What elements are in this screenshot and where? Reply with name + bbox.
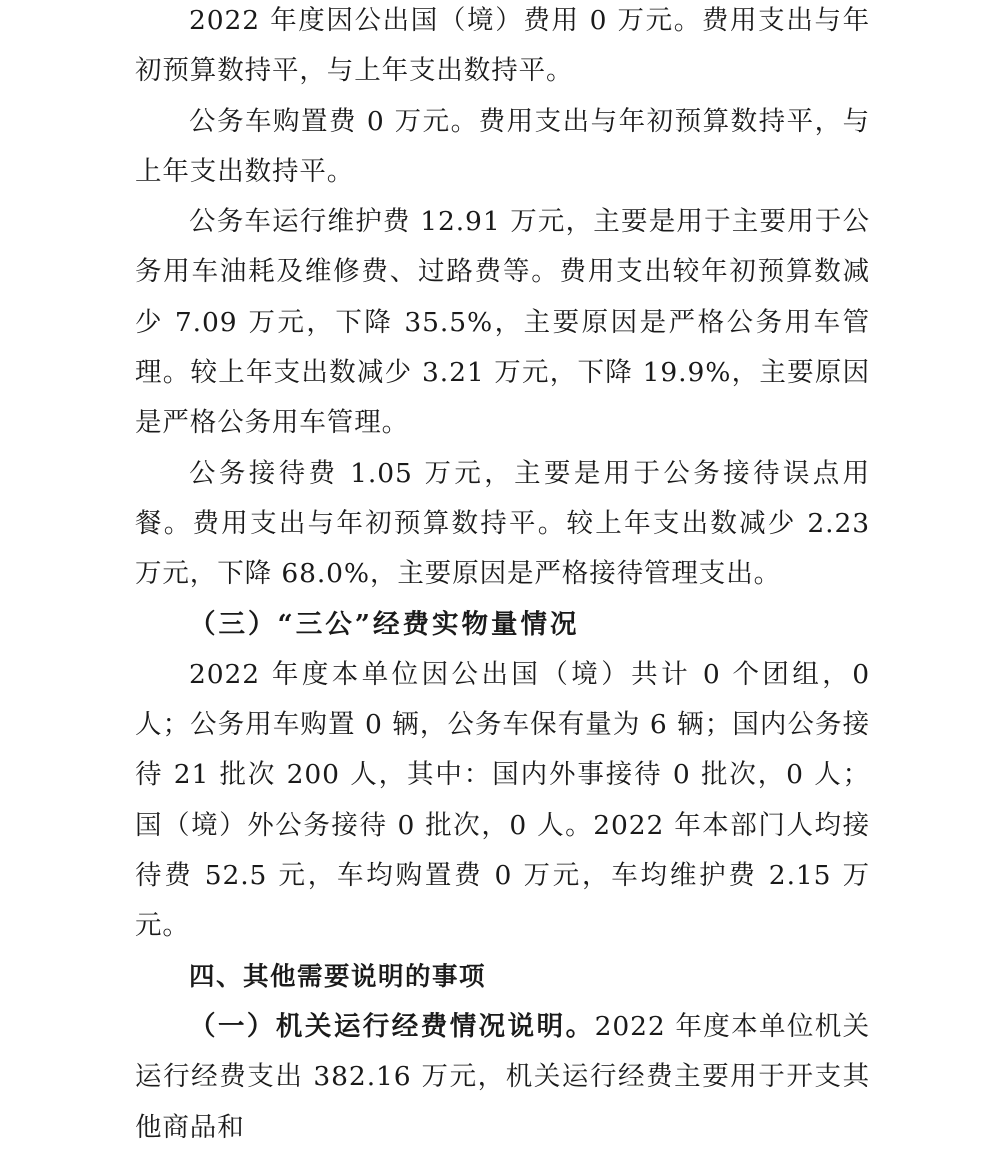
subheading-physical-quantity: （三）“三公”经费实物量情况 <box>189 608 580 640</box>
paragraph-operating-expenses <box>135 1002 870 1153</box>
document-body <box>135 0 870 1153</box>
operating-expenses-text: 2022 年度本单位机关运行经费支出 382.16 万元，机关运行经费主要用于开支其他商品和 <box>135 1010 871 1143</box>
paragraph-vehicle-maintenance: 公务车运行维护费 12.91 万元，主要是用于主要用于公务用车油耗及维修费、过路费等。费用支出较年初预算数减少 7.09 万元，下降 35.5%，主要原因是严格公务用车管理。较上年支出数减少 3.21 万元，下降 19.9%，主要原因是严格公务用车管理。 <box>135 206 870 439</box>
section-heading-other-matters: 四、其他需要说明的事项 <box>189 961 487 992</box>
paragraph-quantity-details: 2022 年度本单位因公出国（境）共计 0 个团组，0 人；公务用车购置 0 辆，公务车保有量为 6 辆；国内公务接待 21 批次 200 人，其中：国内外事接待 0 批次，0 人；国（境）外公务接待 0 批次，0 人。2022 年本部门人均接待费 52.5 元，车均购置费 0 万元，车均维护费 2.15 万元。 <box>135 658 870 942</box>
paragraph-reception: 公务接待费 1.05 万元，主要是用于公务接待误点用餐。费用支出与年初预算数持平。较上年支出数减少 2.23 万元，下降 68.0%，主要原因是严格接待管理支出。 <box>135 457 870 590</box>
operating-expenses-lead: （一）机关运行经费情况说明。 <box>189 1010 595 1042</box>
paragraph-vehicle-purchase: 公务车购置费 0 万元。费用支出与年初预算数持平，与上年支出数持平。 <box>135 105 870 187</box>
paragraph-travel-abroad: 2022 年度因公出国（境）费用 0 万元。费用支出与年初预算数持平，与上年支出数持平。 <box>135 5 870 87</box>
